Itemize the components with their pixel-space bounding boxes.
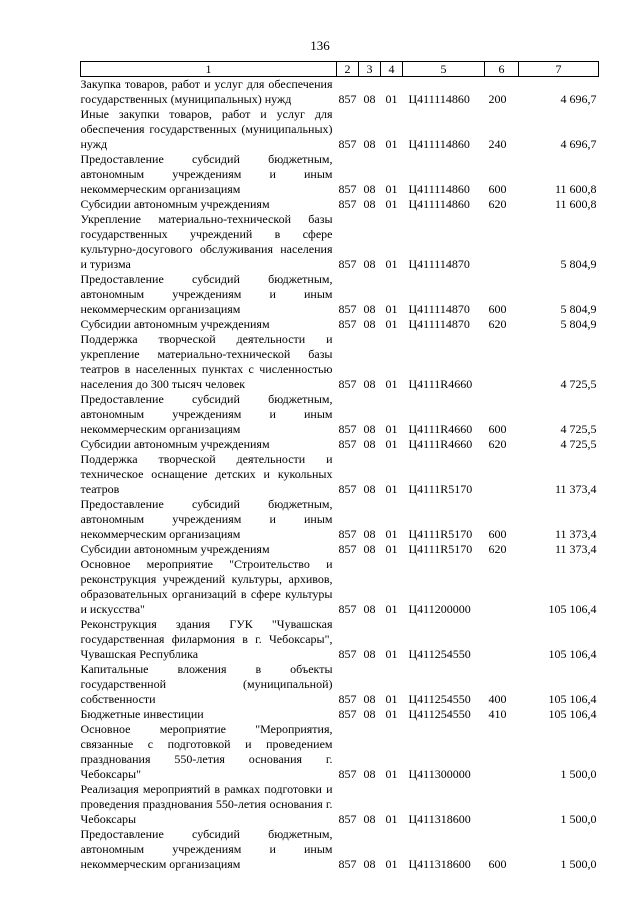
row-ministry-code: 857 <box>338 182 357 196</box>
row-name: Предоставление субсидий бюджетным, автономным учреждениям и иным некоммерческим организациям <box>80 272 333 316</box>
row-section-code: 08 <box>363 197 376 211</box>
row-target-article: Ц411300000 <box>408 767 471 781</box>
row-section-code: 08 <box>363 707 376 721</box>
row-target-article: Ц411318600 <box>408 857 471 871</box>
row-expense-type: 400 <box>488 692 507 706</box>
table-row <box>81 317 599 332</box>
table-row <box>81 437 599 452</box>
row-expense-type <box>485 557 519 617</box>
row-target-article: Ц411114860 <box>408 137 470 151</box>
table-row <box>81 452 599 497</box>
row-target-article: Ц411114870 <box>408 302 470 316</box>
row-name: Реконструкция здания ГУК "Чувашская государственная филармония в г. Чебоксары", Чувашская Республика <box>80 617 333 661</box>
row-amount: 11 373,4 <box>554 542 597 556</box>
row-expense-type: 600 <box>488 302 507 316</box>
table-row <box>81 272 599 317</box>
row-target-article: Ц411254550 <box>408 647 471 661</box>
row-expense-type: 410 <box>488 707 507 721</box>
row-section-code: 08 <box>363 527 376 541</box>
row-name: Поддержка творческой деятельности и техническое оснащение детских и кукольных театров <box>80 452 333 496</box>
row-subsection-code: 01 <box>385 482 398 496</box>
row-section-code: 08 <box>363 647 376 661</box>
header-col-3: 3 <box>359 62 381 77</box>
row-name: Основное мероприятие "Мероприятия, связанные с подготовкой и проведением празднования 550-летия основания г. Чебоксары" <box>80 722 333 781</box>
row-ministry-code: 857 <box>338 317 357 331</box>
row-subsection-code: 01 <box>385 302 398 316</box>
table-body <box>81 77 599 873</box>
row-section-code: 08 <box>363 302 376 316</box>
table-row <box>81 827 599 872</box>
row-expense-type: 240 <box>488 137 507 151</box>
row-subsection-code: 01 <box>385 437 398 451</box>
header-col-2: 2 <box>337 62 359 77</box>
row-ministry-code: 857 <box>338 257 357 271</box>
row-amount: 11 373,4 <box>554 482 597 496</box>
row-name: Субсидии автономным учреждениям <box>80 317 270 331</box>
row-amount: 5 804,9 <box>560 257 597 271</box>
row-ministry-code: 857 <box>338 377 357 391</box>
row-section-code: 08 <box>363 137 376 151</box>
table-row <box>81 722 599 782</box>
row-subsection-code: 01 <box>385 602 398 616</box>
budget-table <box>80 61 599 872</box>
row-ministry-code: 857 <box>338 602 357 616</box>
row-target-article: Ц411114870 <box>408 317 470 331</box>
row-subsection-code: 01 <box>385 542 398 556</box>
header-col-5: 5 <box>403 62 485 77</box>
row-ministry-code: 857 <box>338 92 357 106</box>
row-ministry-code: 857 <box>338 542 357 556</box>
table-row <box>81 77 599 108</box>
row-section-code: 08 <box>363 602 376 616</box>
row-target-article: Ц411114870 <box>408 257 470 271</box>
row-ministry-code: 857 <box>338 422 357 436</box>
row-subsection-code: 01 <box>385 317 398 331</box>
table-row <box>81 662 599 707</box>
row-ministry-code: 857 <box>338 302 357 316</box>
row-amount: 1 500,0 <box>560 767 597 781</box>
table-header <box>81 62 599 77</box>
table-row <box>81 617 599 662</box>
row-name: Предоставление субсидий бюджетным, автономным учреждениям и иным некоммерческим организациям <box>80 497 333 541</box>
row-expense-type: 620 <box>488 197 507 211</box>
row-expense-type: 620 <box>488 317 507 331</box>
table-row <box>81 497 599 542</box>
row-subsection-code: 01 <box>385 692 398 706</box>
row-ministry-code: 857 <box>338 137 357 151</box>
row-target-article: Ц4111R4660 <box>408 437 473 451</box>
row-amount: 1 500,0 <box>560 812 597 826</box>
row-amount: 105 106,4 <box>548 602 597 616</box>
row-expense-type: 200 <box>488 92 507 106</box>
row-subsection-code: 01 <box>385 707 398 721</box>
row-amount: 5 804,9 <box>560 302 597 316</box>
row-expense-type <box>485 212 519 272</box>
row-ministry-code: 857 <box>338 707 357 721</box>
table-row <box>81 392 599 437</box>
row-amount: 4 725,5 <box>560 377 597 391</box>
row-expense-type <box>485 332 519 392</box>
row-amount: 105 106,4 <box>548 647 597 661</box>
row-ministry-code: 857 <box>338 437 357 451</box>
table-row <box>81 212 599 272</box>
row-expense-type: 600 <box>488 422 507 436</box>
row-expense-type <box>485 782 519 827</box>
row-target-article: Ц411114860 <box>408 92 470 106</box>
row-section-code: 08 <box>363 377 376 391</box>
row-target-article: Ц411200000 <box>408 602 471 616</box>
row-target-article: Ц411114860 <box>408 182 470 196</box>
row-ministry-code: 857 <box>338 197 357 211</box>
table-row <box>81 782 599 827</box>
row-amount: 4 725,5 <box>560 437 597 451</box>
row-section-code: 08 <box>363 317 376 331</box>
row-ministry-code: 857 <box>338 857 357 871</box>
row-section-code: 08 <box>363 182 376 196</box>
row-expense-type <box>485 722 519 782</box>
table-row <box>81 542 599 557</box>
row-name: Основное мероприятие "Строительство и реконструкция учреждений культуры, архивов, образовательных организаций в сфере культуры и искусства" <box>80 557 333 616</box>
row-name: Субсидии автономным учреждениям <box>80 197 270 211</box>
row-target-article: Ц4111R4660 <box>408 377 473 391</box>
row-subsection-code: 01 <box>385 257 398 271</box>
row-amount: 11 600,8 <box>554 182 597 196</box>
row-amount: 11 600,8 <box>554 197 597 211</box>
row-target-article: Ц4111R5170 <box>408 542 473 556</box>
row-subsection-code: 01 <box>385 197 398 211</box>
row-ministry-code: 857 <box>338 812 357 826</box>
table-row <box>81 557 599 617</box>
row-expense-type <box>485 617 519 662</box>
header-col-1: 1 <box>81 62 337 77</box>
table-row <box>81 197 599 212</box>
row-section-code: 08 <box>363 257 376 271</box>
row-target-article: Ц4111R4660 <box>408 422 473 436</box>
row-name: Предоставление субсидий бюджетным, автономным учреждениям и иным некоммерческим организациям <box>80 827 333 871</box>
page-number: 136 <box>310 38 330 53</box>
row-section-code: 08 <box>363 812 376 826</box>
row-expense-type: 600 <box>488 857 507 871</box>
row-ministry-code: 857 <box>338 692 357 706</box>
row-subsection-code: 01 <box>385 92 398 106</box>
row-ministry-code: 857 <box>338 767 357 781</box>
row-amount: 105 106,4 <box>548 707 597 721</box>
row-name: Закупка товаров, работ и услуг для обеспечения государственных (муниципальных) нужд <box>80 77 333 106</box>
row-amount: 5 804,9 <box>560 317 597 331</box>
row-name: Иные закупки товаров, работ и услуг для обеспечения государственных (муниципальных) нужд <box>80 107 333 151</box>
row-section-code: 08 <box>363 482 376 496</box>
row-subsection-code: 01 <box>385 137 398 151</box>
row-section-code: 08 <box>363 857 376 871</box>
row-amount: 4 725,5 <box>560 422 597 436</box>
row-target-article: Ц411114860 <box>408 197 470 211</box>
table-row <box>81 107 599 152</box>
row-name: Капитальные вложения в объекты государственной (муниципальной) собственности <box>80 662 333 706</box>
row-name: Укрепление материально-технической базы государственных учреждений в сфере культурно-досугового обслуживания населения и туризма <box>80 212 333 271</box>
row-target-article: Ц4111R5170 <box>408 482 473 496</box>
table-row <box>81 332 599 392</box>
row-section-code: 08 <box>363 92 376 106</box>
row-target-article: Ц4111R5170 <box>408 527 473 541</box>
row-subsection-code: 01 <box>385 422 398 436</box>
row-expense-type: 600 <box>488 527 507 541</box>
row-section-code: 08 <box>363 767 376 781</box>
row-name: Субсидии автономным учреждениям <box>80 542 270 556</box>
row-name: Реализация мероприятий в рамках подготовки и проведения празднования 550-летия основания г. Чебоксары <box>80 782 333 826</box>
table-row <box>81 707 599 722</box>
row-expense-type: 600 <box>488 182 507 196</box>
row-amount: 1 500,0 <box>560 857 597 871</box>
row-subsection-code: 01 <box>385 857 398 871</box>
row-section-code: 08 <box>363 422 376 436</box>
row-target-article: Ц411318600 <box>408 812 471 826</box>
row-subsection-code: 01 <box>385 812 398 826</box>
row-amount: 11 373,4 <box>554 527 597 541</box>
row-subsection-code: 01 <box>385 527 398 541</box>
row-name: Поддержка творческой деятельности и укрепление материально-технической базы театров в населенных пунктах с численностью населения до 300 тысяч человек <box>80 332 333 391</box>
row-name: Предоставление субсидий бюджетным, автономным учреждениям и иным некоммерческим организациям <box>80 392 333 436</box>
row-subsection-code: 01 <box>385 377 398 391</box>
header-col-4: 4 <box>381 62 403 77</box>
row-amount: 105 106,4 <box>548 692 597 706</box>
table-row <box>81 152 599 197</box>
row-section-code: 08 <box>363 437 376 451</box>
row-name: Предоставление субсидий бюджетным, автономным учреждениям и иным некоммерческим организациям <box>80 152 333 196</box>
row-ministry-code: 857 <box>338 527 357 541</box>
header-col-7: 7 <box>519 62 599 77</box>
header-col-6: 6 <box>485 62 519 77</box>
row-name: Бюджетные инвестиции <box>80 707 204 721</box>
row-ministry-code: 857 <box>338 482 357 496</box>
row-expense-type: 620 <box>488 542 507 556</box>
row-expense-type <box>485 452 519 497</box>
row-section-code: 08 <box>363 542 376 556</box>
row-name: Субсидии автономным учреждениям <box>80 437 270 451</box>
row-ministry-code: 857 <box>338 647 357 661</box>
row-amount: 4 696,7 <box>560 137 597 151</box>
row-subsection-code: 01 <box>385 182 398 196</box>
row-target-article: Ц411254550 <box>408 692 471 706</box>
row-subsection-code: 01 <box>385 647 398 661</box>
row-target-article: Ц411254550 <box>408 707 471 721</box>
row-section-code: 08 <box>363 692 376 706</box>
row-subsection-code: 01 <box>385 767 398 781</box>
row-amount: 4 696,7 <box>560 92 597 106</box>
row-expense-type: 620 <box>488 437 507 451</box>
